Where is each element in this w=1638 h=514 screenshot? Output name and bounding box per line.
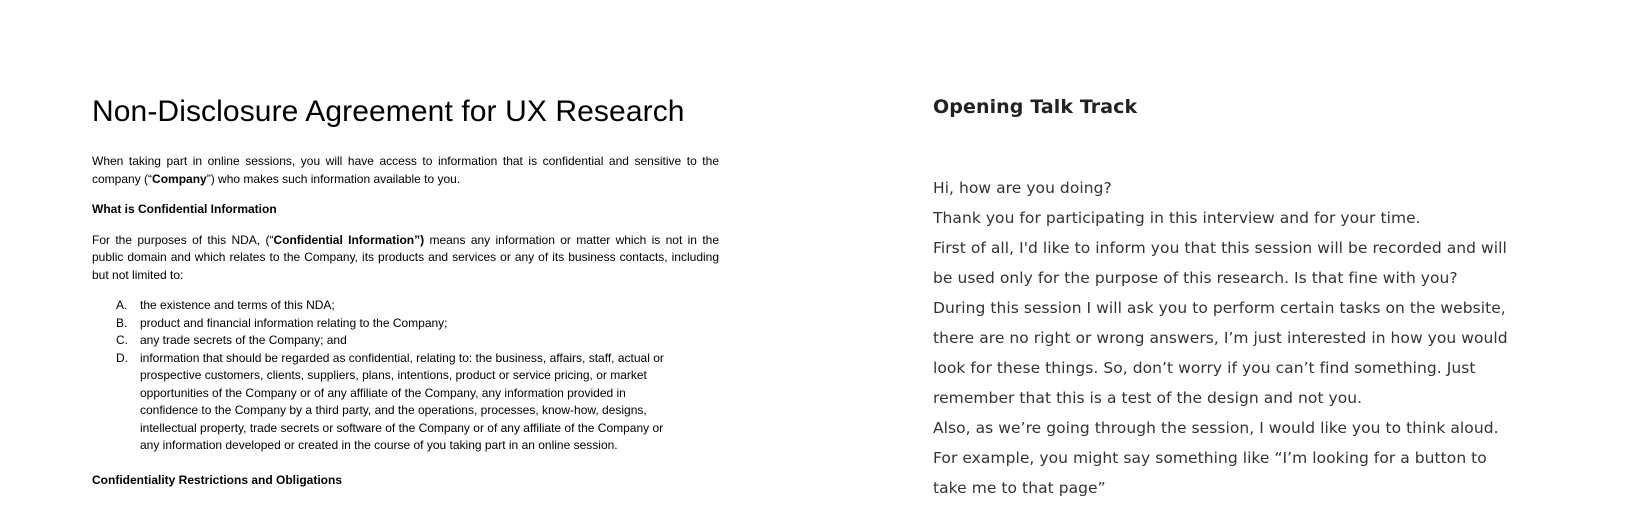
talk-track-line: For example, you might say something like “I’m looking for a button to xyxy=(933,449,1487,467)
nda-intro-text-end: ”) who makes such information available to you. xyxy=(206,171,461,186)
list-item-text: information that should be regarded as confidential, relating to: the business, affairs, staff, actual or prospective customers, clients, suppliers, plans, intentions, product or service pricing, or market opportunities of the Company or of any affiliate of the Company, any information provided in confidence to the Company by a third party, and the operations, processes, know-how, designs, intellectual property, trade secrets or software of the Company or of any affiliate of the Company or any information developed or created in the course of you taking part in an online session. xyxy=(140,350,664,452)
talk-track-title: Opening Talk Track xyxy=(933,96,1138,118)
nda-title: Non-Disclosure Agreement for UX Research xyxy=(92,95,685,128)
talk-track-line: be used only for the purpose of this research. Is that fine with you? xyxy=(933,269,1458,287)
talk-track-line: remember that this is a test of the design and not you. xyxy=(933,389,1363,407)
talk-track-line: Thank you for participating in this interview and for your time. xyxy=(933,209,1421,227)
list-item xyxy=(92,332,670,350)
list-item xyxy=(92,315,670,333)
list-item-text: product and financial information relating to the Company; xyxy=(140,315,448,330)
talk-track-line: Hi, how are you doing? xyxy=(933,179,1112,197)
talk-track-document xyxy=(933,90,1573,503)
nda-purpose-text-start: For the purposes of this NDA, (“ xyxy=(92,232,274,247)
nda-document xyxy=(92,92,719,502)
nda-section-heading-confidential-info: What is Confidential Information xyxy=(92,202,277,216)
talk-track-line: Also, as we’re going through the session, I would like you to think aloud. xyxy=(933,419,1499,437)
list-item-marker: C. xyxy=(116,333,128,347)
nda-purpose-defined-term: Confidential Information”) xyxy=(273,232,425,247)
list-item-marker: B. xyxy=(116,315,128,330)
list-item xyxy=(92,297,670,315)
nda-purpose-paragraph xyxy=(92,232,719,285)
list-item-marker: D. xyxy=(116,350,128,365)
talk-track-line: First of all, I'd like to inform you that this session will be recorded and will xyxy=(933,239,1507,257)
nda-intro-text-start: When taking part in online sessions, you will have access to information that is confidential and sensitive to the company (“ xyxy=(92,154,719,186)
list-item-marker: A. xyxy=(116,298,128,312)
nda-page xyxy=(0,0,800,514)
list-item-text: any trade secrets of the Company; and xyxy=(140,333,347,347)
nda-intro-paragraph xyxy=(92,153,719,188)
talk-track-line: take me to that page” xyxy=(933,479,1106,497)
list-item xyxy=(92,350,670,455)
talk-track-line: During this session I will ask you to perform certain tasks on the website, xyxy=(933,299,1506,317)
list-item-text: the existence and terms of this NDA; xyxy=(140,298,335,312)
nda-purpose-text-end: means any information or matter which is not in the public domain and which relates to the Company, its products and services or any of its business contacts, including but not limited to: xyxy=(92,232,720,282)
talk-track-line: there are no right or wrong answers, I’m just interested in how you would xyxy=(933,329,1508,347)
nda-confidential-info-list xyxy=(92,297,719,455)
nda-section-heading-restrictions: Confidentiality Restrictions and Obligations xyxy=(92,472,343,487)
nda-intro-company-term: Company xyxy=(152,171,207,186)
talk-track-line: look for these things. So, don’t worry if you can’t find something. Just xyxy=(933,359,1476,377)
